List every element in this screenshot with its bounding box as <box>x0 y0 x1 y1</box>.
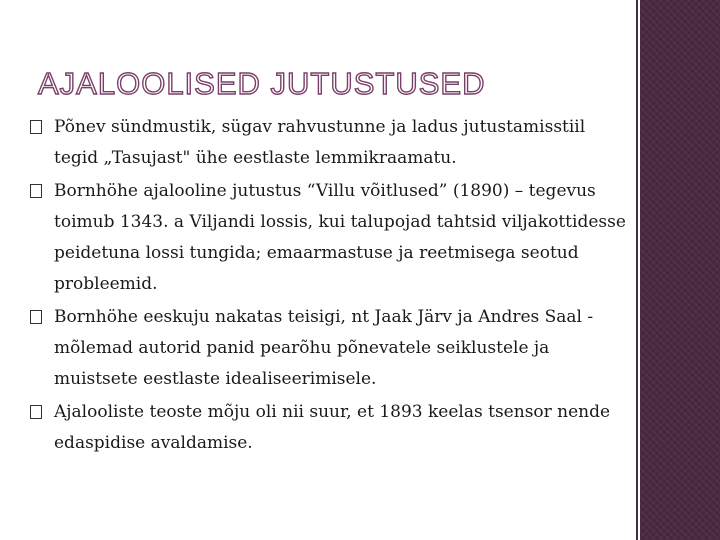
square-bullet-icon <box>30 310 42 324</box>
square-bullet-icon <box>30 405 42 419</box>
slide-title: AJALOOLISED JUTUSTUSED <box>38 66 486 101</box>
bullet-text: Bornhöhe ajalooline jutustus “Villu võitlused” (1890) – tegevus toimub 1343. a Viljandi lossis, kui talupojad tahtsid viljakottidesse peidetuna lossi tungida; emaarmastuse ja reetmisega seotud probleemid. <box>54 181 626 294</box>
bullet-item <box>30 112 630 174</box>
bullet-text: Ajalooliste teoste mõju oli nii suur, et 1893 keelas tsensor nende edaspidise avaldamise. <box>54 402 611 453</box>
bullet-text: Põnev sündmustik, sügav rahvustunne ja ladus jutustamisstiil tegid „Tasujast" ühe eestlaste lemmikraamatu. <box>54 117 586 168</box>
bullet-text: Bornhöhe eeskuju nakatas teisigi, nt Jaak Järv ja Andres Saal - mõlemad autorid panid pearõhu põnevatele seiklustele ja muistsete eestlaste idealiseerimisele. <box>54 307 594 389</box>
square-bullet-icon <box>30 120 42 134</box>
square-bullet-icon <box>30 184 42 198</box>
side-divider <box>636 0 638 540</box>
bullet-item <box>30 397 630 459</box>
decorative-side-band <box>640 0 720 540</box>
bullet-list <box>30 112 630 461</box>
bullet-item <box>30 176 630 300</box>
bullet-item <box>30 302 630 395</box>
